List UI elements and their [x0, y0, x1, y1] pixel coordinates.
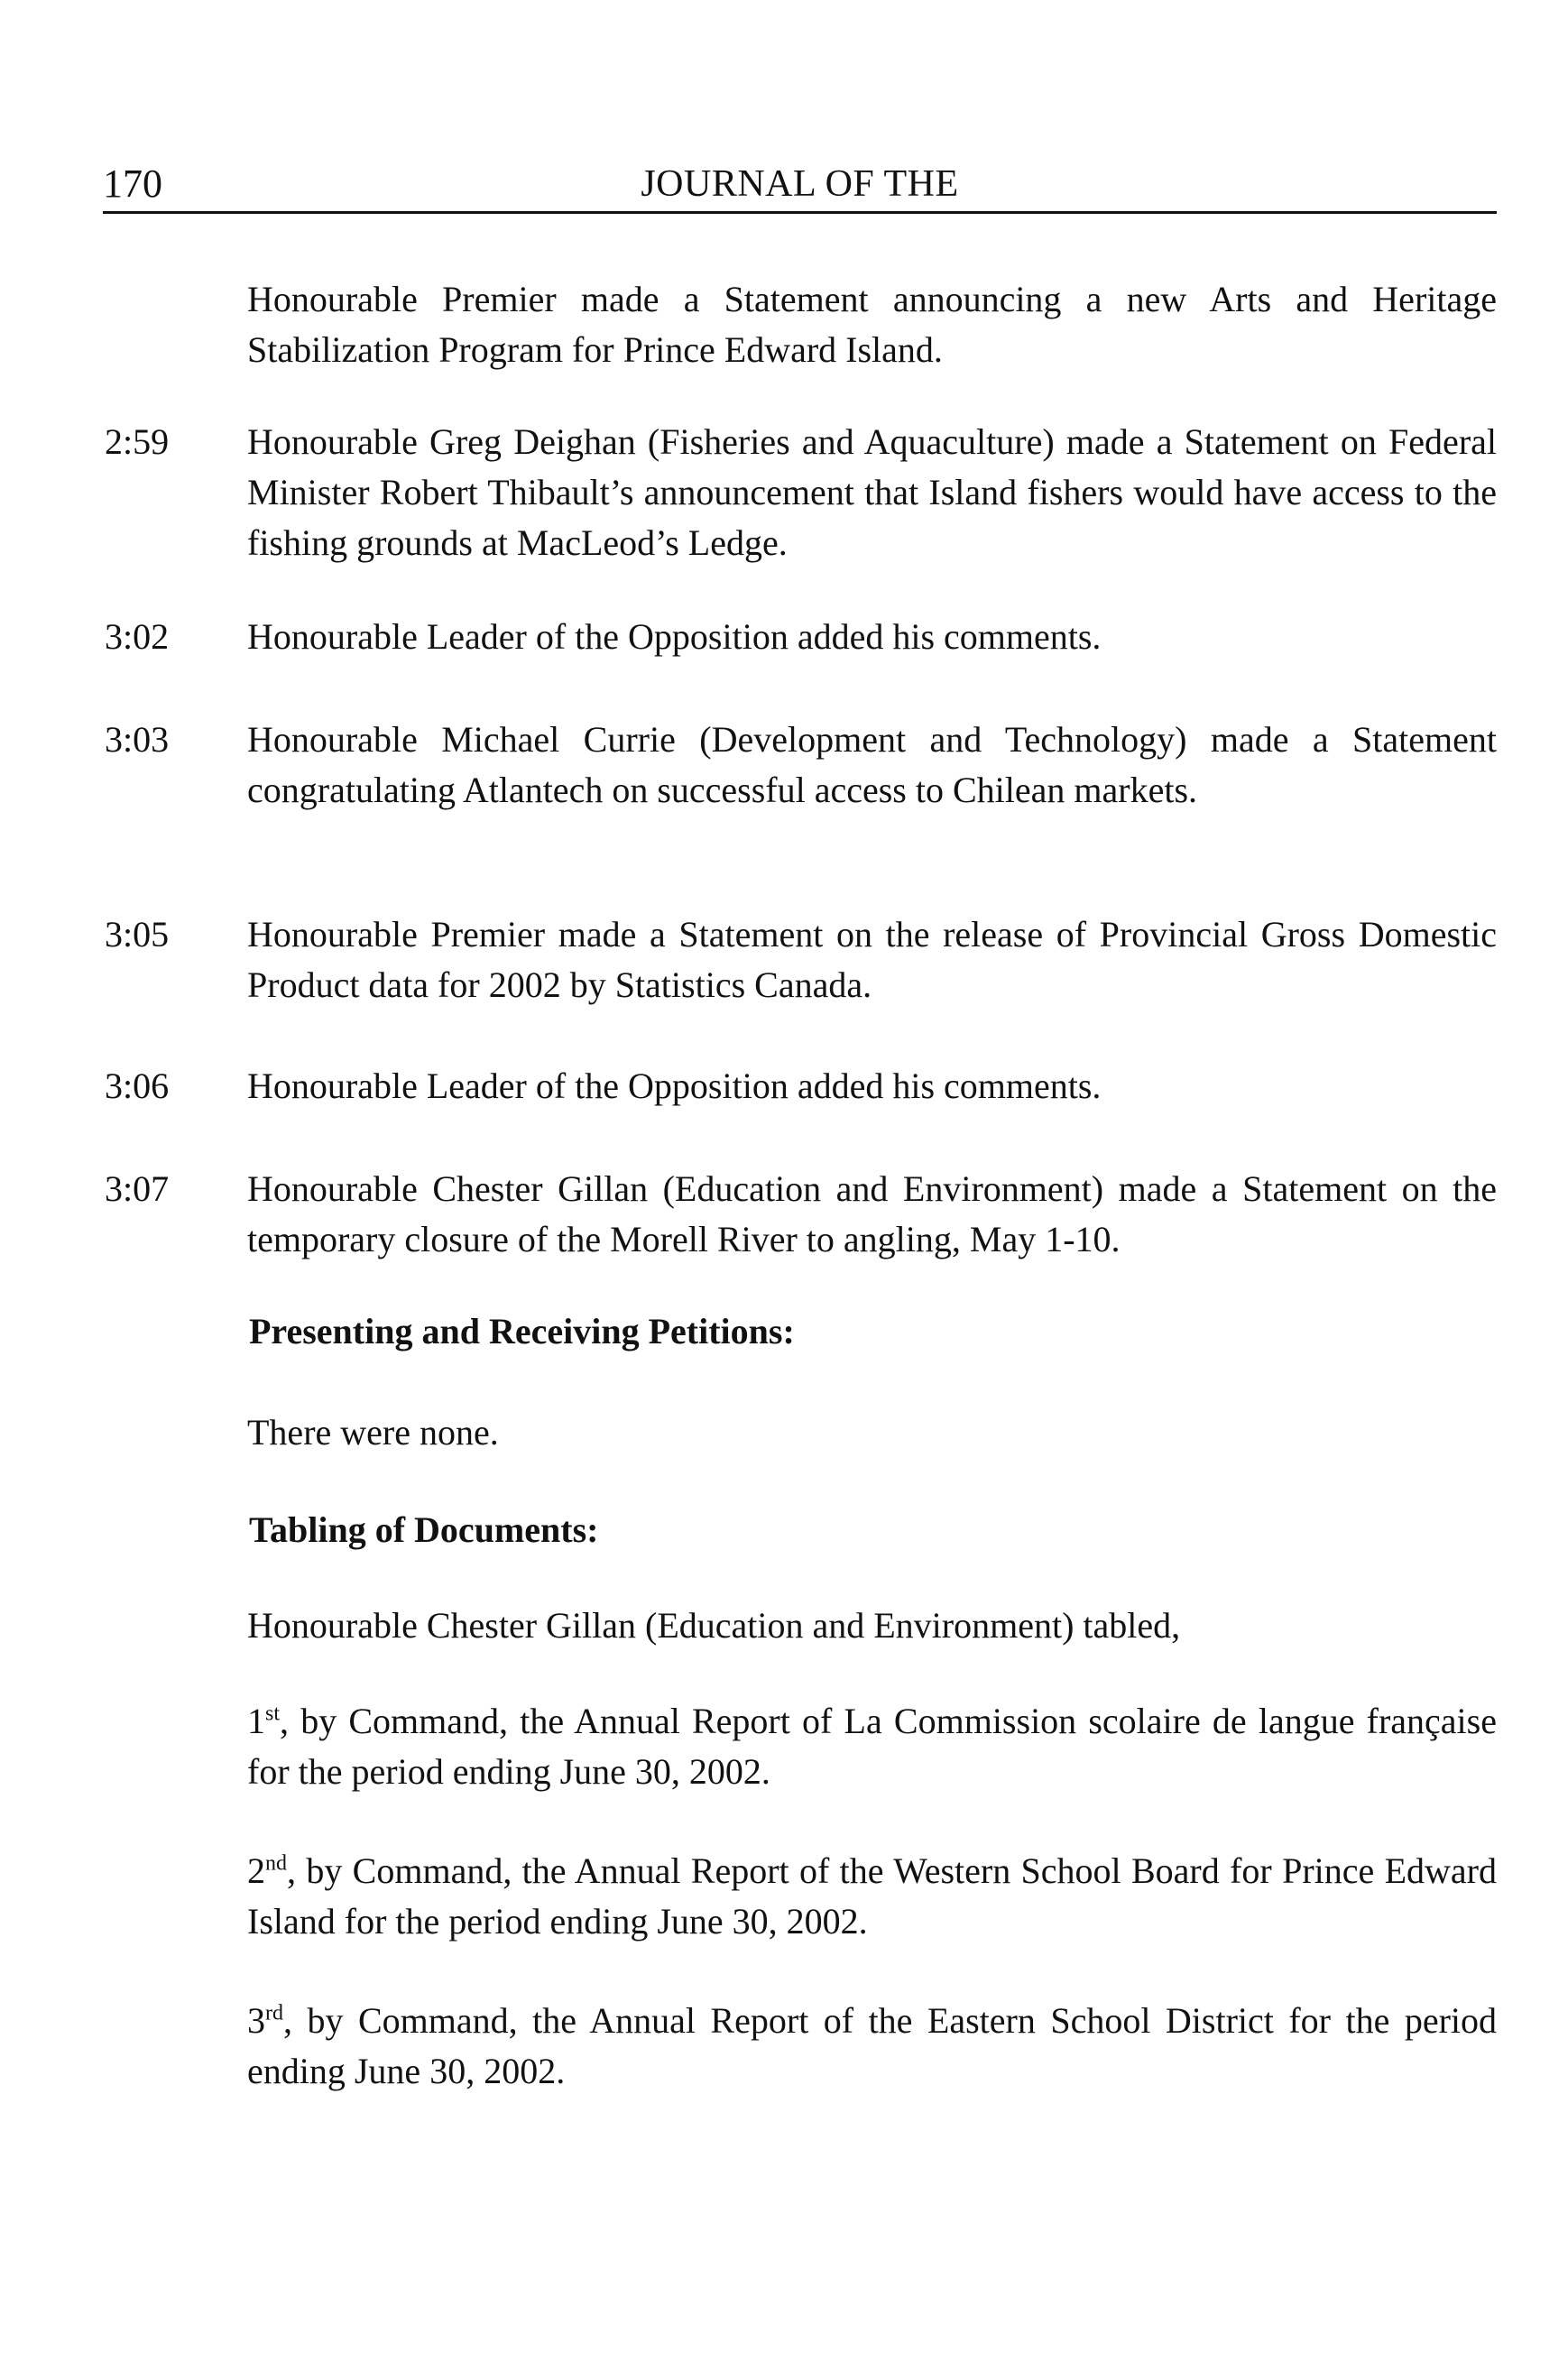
entry-text: Honourable Chester Gillan (Education and Environment) made a Statement on the temporary closure of the Morell River to angling, May 1-10.	[247, 1168, 1497, 1259]
entry-text: Honourable Greg Deighan (Fisheries and Aquaculture) made a Statement on Federal Minister Robert Thibault’s announcement that Island fishers would have access to the fishing grounds at MacLeod’s Ledge.	[247, 421, 1497, 563]
item-number: 1	[247, 1701, 265, 1741]
entry-time: 3:05	[105, 914, 170, 955]
tabled-document-item	[247, 1996, 1497, 2097]
entry-time: 3:07	[105, 1168, 170, 1209]
petitions-text: There were none.	[247, 1412, 499, 1453]
tabling-intro: Honourable Chester Gillan (Education and Environment) tabled,	[247, 1605, 1181, 1646]
entry-time: 2:59	[105, 421, 170, 462]
ordinal-suffix: rd	[265, 2001, 283, 2025]
entry-text: Honourable Premier made a Statement announcing a new Arts and Heritage Stabilization Program for Prince Edward Island.	[247, 279, 1497, 370]
tabled-document-item	[247, 1846, 1497, 1947]
item-text: , by Command, the Annual Report of La Commission scolaire de langue française for the period ending June 30, 2002.	[247, 1701, 1497, 1792]
entry-time: 3:02	[105, 616, 170, 657]
tabled-document-item	[247, 1696, 1497, 1797]
running-head: JOURNAL OF THE	[641, 163, 959, 205]
petitions-heading: Presenting and Receiving Petitions:	[249, 1311, 795, 1351]
page-header	[103, 161, 1497, 214]
entry-text: Honourable Premier made a Statement on the release of Provincial Gross Domestic Product data for 2002 by Statistics Canada.	[247, 914, 1497, 1005]
entry-time: 3:03	[105, 719, 170, 760]
entry-text: Honourable Leader of the Opposition added his comments.	[247, 616, 1102, 657]
entry-text: Honourable Leader of the Opposition added his comments.	[247, 1065, 1102, 1106]
entry-text: Honourable Michael Currie (Development and Technology) made a Statement congratulating Atlantech on successful access to Chilean markets.	[247, 719, 1497, 810]
item-text: , by Command, the Annual Report of the Western School Board for Prince Edward Island for the period ending June 30, 2002.	[247, 1850, 1497, 1942]
item-number: 2	[247, 1850, 265, 1891]
item-number: 3	[247, 2000, 265, 2041]
entry-time: 3:06	[105, 1065, 170, 1106]
tabling-heading: Tabling of Documents:	[249, 1509, 599, 1550]
ordinal-suffix: nd	[265, 1851, 287, 1876]
ordinal-suffix: st	[265, 1702, 281, 1726]
page-number: 170	[103, 161, 162, 206]
item-text: , by Command, the Annual Report of the Eastern School District for the period ending June 30, 2002.	[247, 2000, 1497, 2091]
